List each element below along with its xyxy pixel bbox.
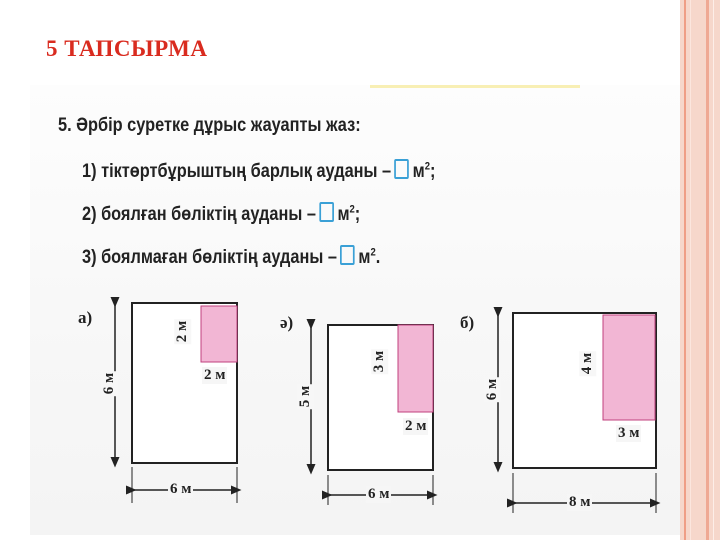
figure-a-height: 6 м [101,372,118,395]
task-item-3: 3) боялмаған бөліктің ауданы – $м^2$. [82,246,381,268]
figure-a-width: 6 м [170,481,192,497]
figure-b-height: 6 м [484,378,501,401]
figure-b-label: б) [460,313,475,332]
textbook-scan [30,85,680,535]
figure-ae-height: 5 м [297,385,314,408]
slide-decor-stripes [680,0,720,540]
slide-title: 5 ТАПСЫРМА [46,36,208,61]
figure-ae-label: ә) [280,313,294,332]
figure-ae-shaded-height: 3 м [371,350,388,373]
figure-b [498,313,656,513]
figure-a-shaded-height: 2 м [174,320,191,343]
figure-b-shaded-width: 3 м [618,425,640,441]
task-item-1: 1) тіктөртбұрыштың барлық ауданы – $м^2$; [82,160,436,182]
figure-b-shaded-height: 4 м [579,352,596,375]
task-heading: 5. Әрбір суретке дұрыс жауапты жаз: [58,115,361,136]
figure-a-label: а) [78,308,93,327]
task-item-2: 2) боялған бөліктің ауданы – $м^2$; [82,203,361,225]
figure-a-shaded-width: 2 м [204,367,226,383]
figures-diagram [30,85,680,535]
figure-ae-width: 6 м [368,486,390,502]
figure-b-width: 8 м [569,494,591,510]
figure-ae-shaded-width: 2 м [405,418,427,434]
